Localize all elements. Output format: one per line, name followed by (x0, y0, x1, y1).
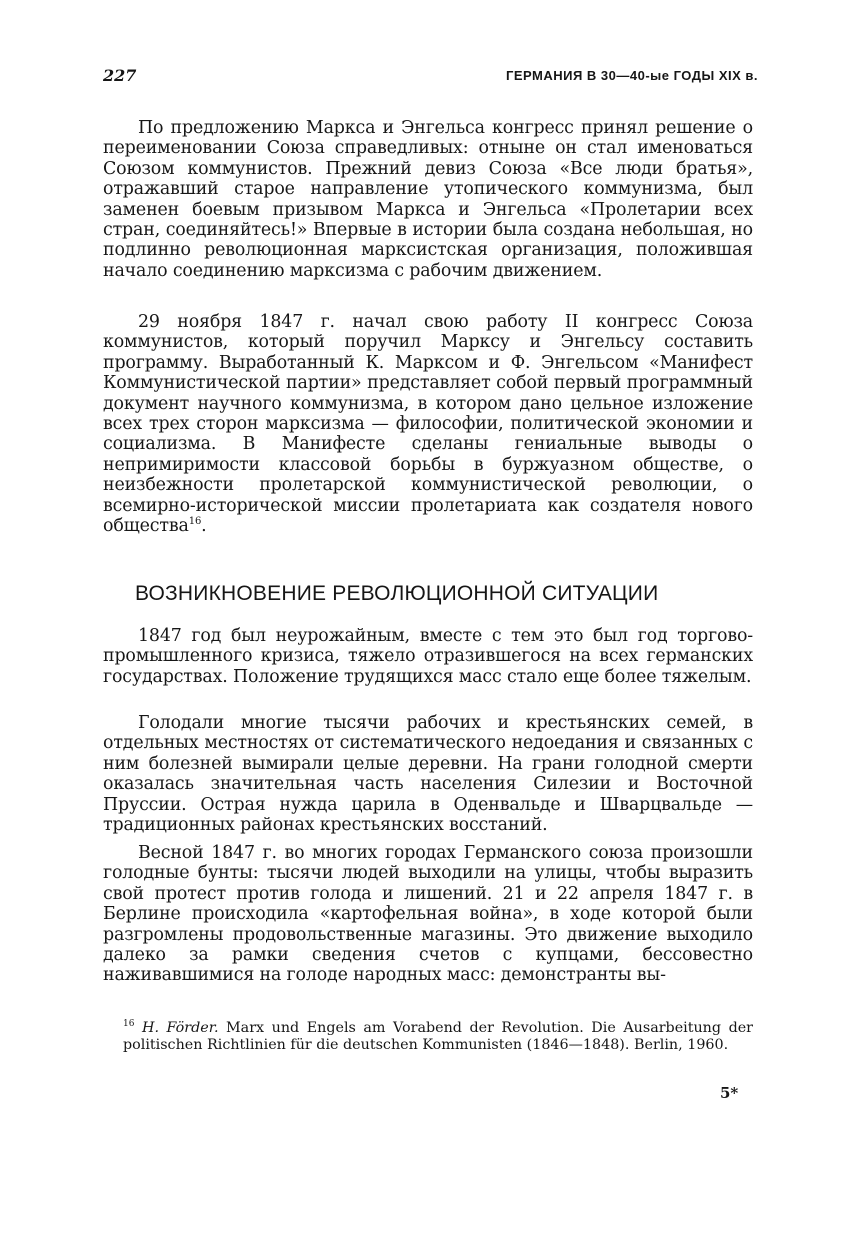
footnote-author: H. Förder. (141, 1020, 219, 1036)
paragraph-4: Голодали многие тысячи рабочих и крестьянских семей, в отдельных местностях от систематического недоедания и связанных с ним болезней вымирали целые деревни. На грани голодной смерти оказалась значительная часть населения Силезии и Восточной Пруссии. Острая нужда царила в Оденвальде и Шварцвальде — традиционных районах крестьянских восстаний. (103, 713, 753, 836)
footnote-text: Marx und Engels am Vorabend der Revolution. Die Ausarbeitung der politischen Richtlinien für die deutschen Kommunisten (1846—1848). Berlin, 1960. (123, 1020, 754, 1053)
page-number: 227 (103, 66, 137, 85)
page-header (103, 66, 758, 90)
paragraph-2 (103, 312, 753, 536)
paragraph-3: 1847 год был неурожайным, вместе с тем это был год торгово-промышленного кризиса, тяжело отразившегося на всех германских государствах. Положение трудящихся масс стало еще более тяжелым. (103, 626, 753, 687)
printer-signature: 5* (720, 1084, 739, 1102)
paragraph-5: Весной 1847 г. во многих городах Германского союза произошли голодные бунты: тысячи людей выходили на улицы, чтобы выразить свой протест против голода и лишений. 21 и 22 апреля 1847 г. в Берлине происходила «картофельная война», в ходе которой были разгромлены продовольственные магазины. Это движение выходило далеко за рамки сведения счетов с купцами, бессовестно наживавшимися на голоде народных масс: демонстранты вы- (103, 843, 753, 986)
footnote (103, 1020, 753, 1053)
paragraph-2-text: 29 ноября 1847 г. начал свою работу II конгресс Союза коммунистов, который поручил Марксу и Энгельсу составить программу. Выработанный К. Марксом и Ф. Энгельсом «Манифест Коммунистической партии» представляет собой первый программный документ научного коммунизма, в котором дано цельное изложение всех трех сторон марксизма — философии, политической экономии и социализма. В Манифесте сделаны гениальные выводы о непримиримости классовой борьбы в буржуазном обществе, о неизбежности пролетарской коммунистической революции, о всемирно-исторической миссии пролетариата как создателя нового общества (103, 312, 753, 537)
section-heading: ВОЗНИКНОВЕНИЕ РЕВОЛЮЦИОННОЙ СИТУАЦИИ (135, 582, 659, 605)
paragraph-1: По предложению Маркса и Энгельса конгресс принял решение о переименовании Союза справедливых: отныне он стал именоваться Союзом коммунистов. Прежний девиз Союза «Все люди братья», отражавший старое направление утопического коммунизма, был заменен боевым призывом Маркса и Энгельса «Пролетарии всех стран, соединяйтесь!» Впервые в истории была создана небольшая, но подлинно революционная марксистская организация, положившая начало соединению марксизма с рабочим движением. (103, 118, 753, 281)
footnote-mark: 16 (123, 1019, 135, 1030)
footnote-reference: 16 (188, 516, 202, 528)
paragraph-2-end: . (201, 516, 207, 537)
running-head: ГЕРМАНИЯ В 30—40-ые ГОДЫ XIX в. (505, 68, 758, 83)
